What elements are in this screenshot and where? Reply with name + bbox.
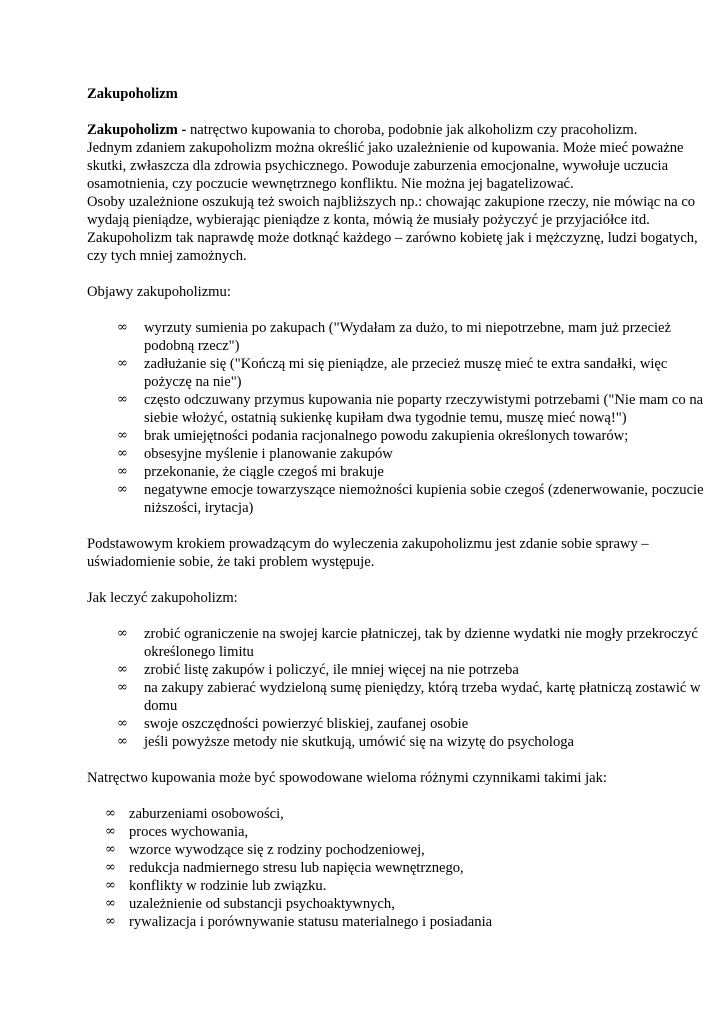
- infinity-bullet-icon: ∞: [105, 824, 116, 839]
- list-item: [87, 625, 707, 661]
- infinity-bullet-icon: ∞: [105, 914, 116, 929]
- document-title: Zakupoholizm: [87, 86, 178, 102]
- infinity-bullet-icon: ∞: [117, 680, 128, 695]
- infinity-bullet-icon: ∞: [105, 806, 116, 821]
- document-page: [87, 85, 707, 949]
- treatment-list: [87, 625, 707, 751]
- symptoms-list: [87, 319, 707, 517]
- infinity-bullet-icon: ∞: [105, 878, 116, 893]
- infinity-bullet-icon: ∞: [117, 662, 128, 677]
- infinity-bullet-icon: ∞: [117, 320, 128, 335]
- list-item: [87, 481, 707, 517]
- infinity-bullet-icon: ∞: [117, 356, 128, 371]
- list-item-text: proces wychowania,: [129, 824, 249, 840]
- first-step-paragraph: Podstawowym krokiem prowadzącym do wyleczenia zakupoholizmu jest zdanie sobie sprawy – uświadomienie sobie, że taki problem występuje.: [87, 536, 649, 570]
- list-item-text: często odczuwany przymus kupowania nie poparty rzeczywistymi potrzebami ("Nie mam co na siebie włożyć, ostatnią sukienkę kupiłam dwa tygodnie temu, muszę mieć nową!"): [144, 392, 704, 426]
- intro-paragraph-2: Jednym zdaniem zakupoholizm można określić jako uzależnienie od kupowania. Może mieć poważne skutki, zwłaszcza dla zdrowia psychicznego. Powoduje zaburzenia emocjonalne, wywołuje uczucia osamotnienia, czy poczucie wewnętrznego konfliktu. Nie można jej bagatelizować.: [87, 140, 684, 192]
- causes-list: [87, 805, 707, 931]
- list-item-text: zadłużanie się ("Kończą mi się pieniądze, ale przecież muszę mieć te extra sandałki, więc pożyczę na nie"): [144, 356, 668, 390]
- list-item-text: redukcja nadmiernego stresu lub napięcia wewnętrznego,: [129, 860, 464, 876]
- list-item: [87, 679, 707, 715]
- list-item-text: zaburzeniami osobowości,: [129, 806, 284, 822]
- list-item-text: wyrzuty sumienia po zakupach ("Wydałam za dużo, to mi niepotrzebne, mam już przecież podobną rzecz"): [144, 320, 671, 354]
- intro-lead-term: Zakupoholizm -: [87, 122, 187, 138]
- infinity-bullet-icon: ∞: [117, 482, 128, 497]
- list-item: [87, 841, 707, 859]
- list-item: [87, 895, 707, 913]
- list-item: [87, 733, 707, 751]
- treatment-heading: Jak leczyć zakupoholizm:: [87, 590, 238, 606]
- causes-heading: Natręctwo kupowania może być spowodowane wieloma różnymi czynnikami takimi jak:: [87, 770, 607, 786]
- list-item-text: obsesyjne myślenie i planowanie zakupów: [144, 446, 393, 462]
- intro-paragraph-3: Osoby uzależnione oszukują też swoich najbliższych np.: chowając zakupione rzeczy, nie mówiąc na co wydają pieniądze, wybierając pieniądze z konta, mówią że musiały pożyczyć je przyjaciółce itd.: [87, 194, 696, 228]
- list-item-text: rywalizacja i porównywanie statusu materialnego i posiadania: [129, 914, 493, 930]
- infinity-bullet-icon: ∞: [105, 860, 116, 875]
- infinity-bullet-icon: ∞: [105, 842, 116, 857]
- list-item: [87, 391, 707, 427]
- list-item: [87, 913, 707, 931]
- infinity-bullet-icon: ∞: [117, 392, 128, 407]
- intro-section: [87, 121, 707, 265]
- infinity-bullet-icon: ∞: [117, 446, 128, 461]
- list-item: [87, 859, 707, 877]
- infinity-bullet-icon: ∞: [105, 896, 116, 911]
- list-item: [87, 715, 707, 733]
- list-item: [87, 463, 707, 481]
- list-item-text: przekonanie, że ciągle czegoś mi brakuje: [144, 464, 384, 480]
- list-item-text: na zakupy zabierać wydzieloną sumę pieniędzy, którą trzeba wydać, kartę płatniczą zostawić w domu: [144, 680, 701, 714]
- intro-lead-rest: natręctwo kupowania to choroba, podobnie jak alkoholizm czy pracoholizm.: [186, 122, 638, 138]
- list-item-text: konflikty w rodzinie lub związku.: [129, 878, 327, 894]
- infinity-bullet-icon: ∞: [117, 734, 128, 749]
- list-item-text: zrobić listę zakupów i policzyć, ile mniej więcej na nie potrzeba: [144, 662, 519, 678]
- list-item: [87, 805, 707, 823]
- list-item: [87, 319, 707, 355]
- list-item-text: uzależnienie od substancji psychoaktywnych,: [129, 896, 395, 912]
- symptoms-heading: Objawy zakupoholizmu:: [87, 284, 231, 300]
- infinity-bullet-icon: ∞: [117, 464, 128, 479]
- list-item: [87, 427, 707, 445]
- infinity-bullet-icon: ∞: [117, 428, 128, 443]
- list-item-text: swoje oszczędności powierzyć bliskiej, zaufanej osobie: [144, 716, 469, 732]
- list-item: [87, 445, 707, 463]
- intro-paragraph-4: Zakupoholizm tak naprawdę może dotknąć każdego – zarówno kobietę jak i mężczyznę, ludzi bogatych, czy tych mniej zamożnych.: [87, 230, 698, 264]
- intro-definition: [87, 121, 707, 139]
- list-item: [87, 877, 707, 895]
- list-item: [87, 355, 707, 391]
- list-item-text: jeśli powyższe metody nie skutkują, umówić się na wizytę do psychologa: [144, 734, 575, 750]
- list-item-text: negatywne emocje towarzyszące niemożności kupienia sobie czegoś (zdenerwowanie, poczucie niższości, irytacja): [144, 482, 704, 516]
- infinity-bullet-icon: ∞: [117, 626, 128, 641]
- list-item-text: brak umiejętności podania racjonalnego powodu zakupienia określonych towarów;: [144, 428, 629, 444]
- infinity-bullet-icon: ∞: [117, 716, 128, 731]
- list-item-text: zrobić ograniczenie na swojej karcie płatniczej, tak by dzienne wydatki nie mogły przekroczyć określonego limitu: [144, 626, 698, 660]
- list-item: [87, 823, 707, 841]
- list-item: [87, 661, 707, 679]
- list-item-text: wzorce wywodzące się z rodziny pochodzeniowej,: [129, 842, 425, 858]
